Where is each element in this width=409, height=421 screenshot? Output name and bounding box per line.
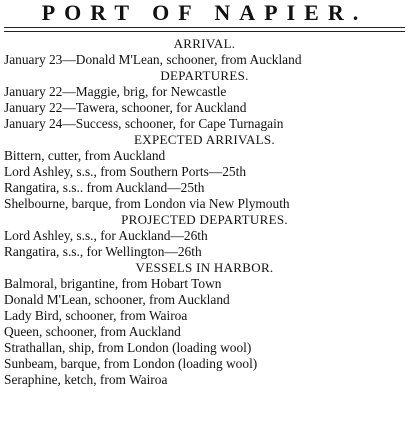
list-item: Balmoral, brigantine, from Hobart Town: [4, 276, 222, 291]
list-item: Lord Ashley, s.s., from Southern Ports—25th: [4, 164, 247, 179]
list-item: Shelbourne, barque, from London via New Plymouth: [4, 196, 290, 211]
masthead-title: PORT OF NAPIER.: [41, 0, 368, 25]
shipping-content: [0, 36, 409, 388]
list-item: January 24—Success, schooner, for Cape Turnagain: [4, 116, 284, 131]
list-item: Donald M'Lean, schooner, from Auckland: [4, 292, 230, 307]
list-item: Bittern, cutter, from Auckland: [4, 148, 166, 163]
list-item: Seraphine, ketch, from Wairoa: [4, 372, 168, 387]
list-item: Lady Bird, schooner, from Wairoa: [4, 308, 188, 323]
list-item: Queen, schooner, from Auckland: [4, 324, 181, 339]
list-item: Rangatira, s.s.. from Auckland—25th: [4, 180, 205, 195]
list-item: Strathallan, ship, from London (loading wool): [4, 340, 252, 355]
masthead-rule-top: [4, 27, 405, 28]
section-heading-arrival: ARRIVAL.: [173, 36, 236, 51]
list-item: January 22—Tawera, schooner, for Auckland: [4, 100, 247, 115]
list-item: January 23—Donald M'Lean, schooner, from Auckland: [4, 52, 302, 67]
section-heading-departures: DEPARTURES.: [160, 68, 249, 83]
masthead-rule-bottom: [4, 31, 405, 32]
list-item: Lord Ashley, s.s., for Auckland—26th: [4, 228, 208, 243]
list-item: Rangatira, s.s., for Wellington—26th: [4, 244, 202, 259]
list-item: January 22—Maggie, brig, for Newcastle: [4, 84, 227, 99]
list-item: Sunbeam, barque, from London (loading wool): [4, 356, 258, 371]
section-heading-vessels-in-harbor: VESSELS IN HARBOR.: [135, 260, 274, 275]
section-heading-expected-arrivals: EXPECTED ARRIVALS.: [134, 132, 275, 147]
section-heading-projected-departures: PROJECTED DEPARTURES.: [121, 212, 288, 227]
